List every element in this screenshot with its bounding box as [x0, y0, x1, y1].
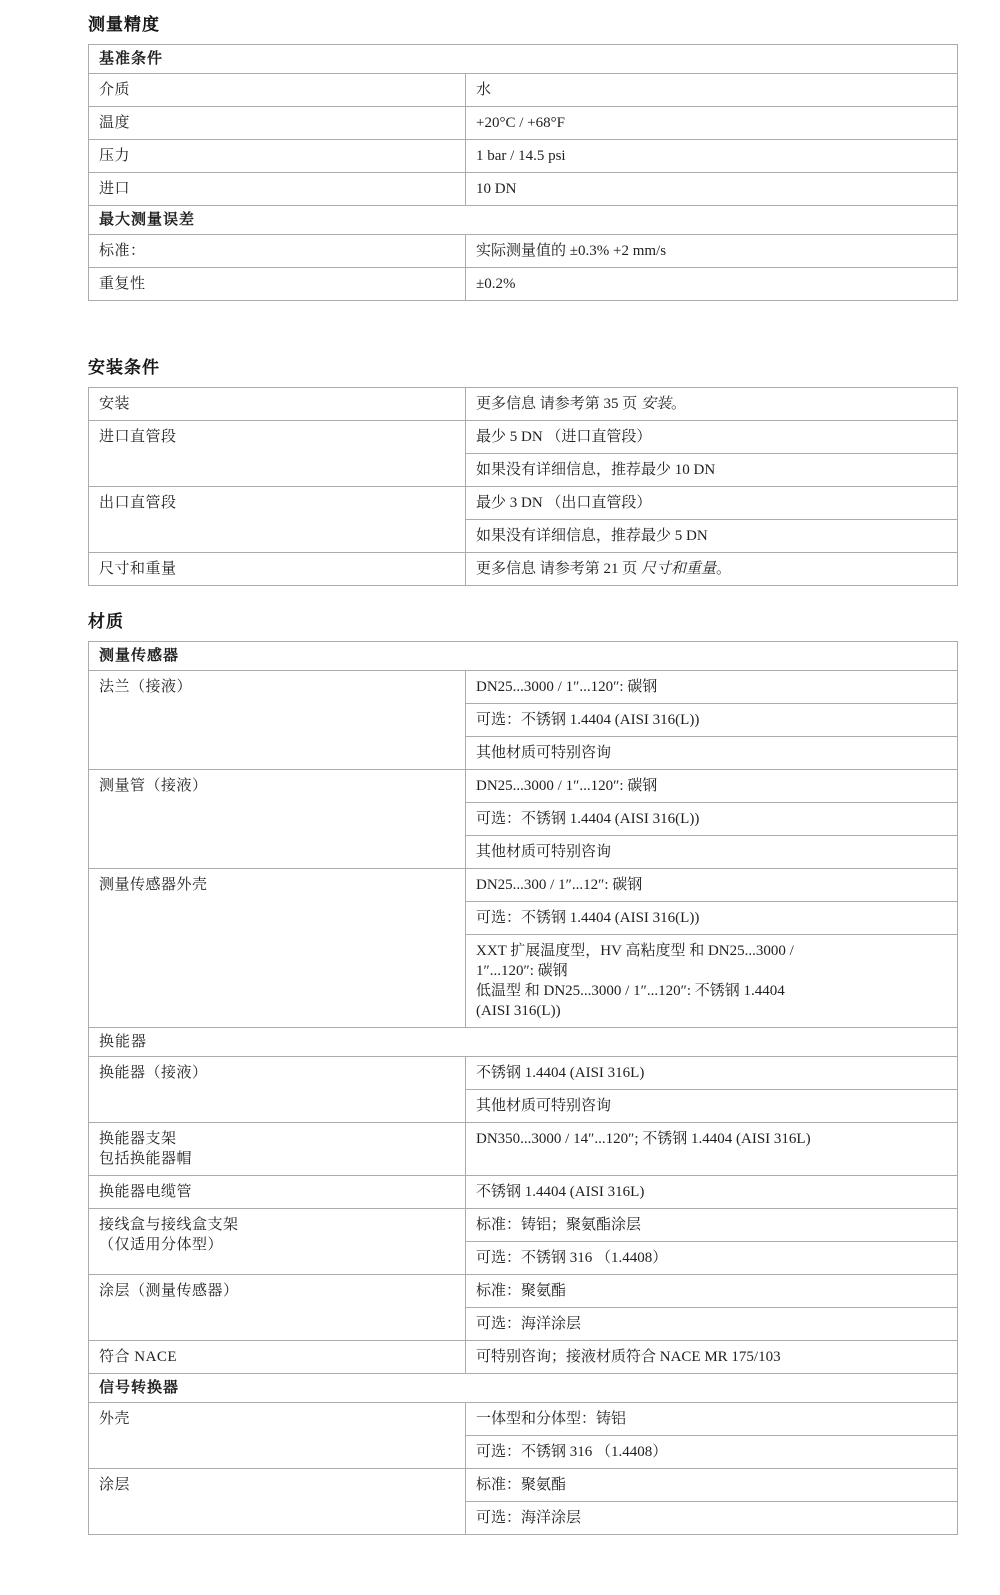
row-value-line: 水	[476, 82, 492, 98]
row-value-line: 1″...120″: 碳钢	[476, 963, 568, 979]
table-group-header: 最大测量误差	[89, 205, 957, 234]
row-value-cell	[466, 388, 957, 420]
row-value-line: 标准：铸铝；聚氨酯涂层	[476, 1217, 642, 1233]
row-value-stack	[466, 140, 957, 172]
row-value-cell	[466, 1241, 957, 1274]
row-label	[89, 770, 466, 868]
row-value-stack	[466, 388, 957, 420]
row-label-line: 标准：	[99, 243, 146, 259]
row-label-line: 包括换能器帽	[99, 1151, 193, 1167]
row-value-stack	[466, 1275, 957, 1340]
row-value-line: 可选：海洋涂层	[476, 1510, 582, 1526]
row-label	[89, 107, 466, 139]
row-value-stack	[466, 1123, 957, 1175]
row-value-cell	[466, 268, 957, 300]
row-value-stack	[466, 107, 957, 139]
row-value-stack	[466, 1341, 957, 1373]
row-value-line: DN25...300 / 1″...12″: 碳钢	[476, 877, 643, 893]
row-value-stack	[466, 421, 957, 486]
table-row	[89, 670, 957, 769]
row-label-line: 涂层（测量传感器）	[99, 1283, 239, 1299]
row-value-cell	[466, 173, 957, 205]
table-group-header: 信号转换器	[89, 1373, 957, 1402]
table-row	[89, 267, 957, 300]
spec-table	[88, 641, 958, 1535]
row-value-line	[476, 394, 945, 414]
row-label	[89, 487, 466, 552]
row-value-cell	[466, 770, 957, 802]
table-row	[89, 486, 957, 552]
row-value-line	[476, 559, 945, 579]
row-label	[89, 1341, 466, 1373]
row-label-line: 进口	[99, 181, 131, 197]
table-row	[89, 1175, 957, 1208]
table-row	[89, 769, 957, 868]
table-row	[89, 234, 957, 267]
value-segment: 。	[671, 396, 687, 412]
spec-table	[88, 44, 958, 301]
row-value-stack	[466, 487, 957, 552]
row-value-cell	[466, 421, 957, 453]
row-value-line: ±0.2%	[476, 276, 516, 292]
row-value-cell	[466, 107, 957, 139]
row-value-line: 可选：不锈钢 1.4404 (AISI 316(L))	[476, 910, 700, 926]
table-group-header: 测量传感器	[99, 648, 180, 664]
row-value-cell	[466, 1176, 957, 1208]
row-label	[89, 268, 466, 300]
row-label	[89, 1209, 466, 1274]
row-value-stack	[466, 268, 957, 300]
row-value-cell	[466, 1435, 957, 1468]
row-label-line: 进口直管段	[99, 429, 177, 445]
row-label-line: 换能器（接液）	[99, 1065, 208, 1081]
row-value-line: 其他材质可特别咨询	[476, 745, 612, 761]
row-value-line: DN25...3000 / 1″...120″: 碳钢	[476, 778, 658, 794]
row-value-cell	[466, 901, 957, 934]
row-label-line: 重复性	[99, 276, 146, 292]
row-label-line: 换能器支架	[99, 1131, 177, 1147]
row-value-stack	[466, 74, 957, 106]
row-value-stack	[466, 1403, 957, 1468]
row-label-line: 压力	[99, 148, 131, 164]
table-row	[89, 1340, 957, 1373]
section-0	[88, 10, 958, 301]
row-value-cell	[466, 74, 957, 106]
table-row	[89, 73, 957, 106]
row-label	[89, 553, 466, 585]
row-value-stack	[466, 1209, 957, 1274]
value-segment-italic: 安装	[641, 396, 672, 412]
row-label-line: 介质	[99, 82, 131, 98]
row-value-cell	[466, 487, 957, 519]
row-value-cell	[466, 835, 957, 868]
row-label	[89, 1275, 466, 1340]
row-value-cell	[466, 1341, 957, 1373]
row-value-line: +20°C / +68°F	[476, 115, 565, 131]
row-value-line: 实际测量值的 ±0.3% +2 mm/s	[476, 243, 667, 259]
table-row	[89, 1208, 957, 1274]
row-value-line: 10 DN	[476, 181, 517, 197]
row-label-line: 涂层	[99, 1477, 131, 1493]
row-label	[89, 140, 466, 172]
table-row	[89, 139, 957, 172]
row-value-cell	[466, 1209, 957, 1241]
row-label-line: 外壳	[99, 1411, 131, 1427]
row-value-line: 低温型 和 DN25...3000 / 1″...120″: 不锈钢 1.4404	[476, 983, 785, 999]
row-label	[89, 1057, 466, 1122]
row-value-line: 可选：不锈钢 316 （1.4408）	[476, 1444, 668, 1460]
row-label	[89, 235, 466, 267]
row-label	[89, 1176, 466, 1208]
row-value-line: 最少 3 DN （出口直管段）	[476, 495, 652, 511]
row-value-cell	[466, 1307, 957, 1340]
value-segment: 更多信息 请参考第 21 页	[476, 561, 642, 577]
table-row	[89, 172, 957, 205]
table-row	[89, 1402, 957, 1468]
row-value-line: 可特别咨询；接液材质符合 NACE MR 175/103	[476, 1349, 781, 1365]
row-value-stack	[466, 1469, 957, 1534]
section-title: 材质	[88, 612, 124, 631]
section-title: 安装条件	[88, 358, 160, 377]
row-value-cell	[466, 453, 957, 486]
row-value-cell	[466, 1275, 957, 1307]
value-segment: 。	[716, 561, 732, 577]
row-label-line: 测量管（接液）	[99, 778, 208, 794]
row-label-line: 温度	[99, 115, 131, 131]
row-label	[89, 869, 466, 1027]
row-value-line: 其他材质可特别咨询	[476, 844, 612, 860]
row-value-cell	[466, 1403, 957, 1435]
row-value-cell	[466, 703, 957, 736]
row-value-line: 如果没有详细信息，推荐最少 5 DN	[476, 528, 708, 544]
row-label	[89, 388, 466, 420]
table-row	[89, 388, 957, 420]
table-row	[89, 552, 957, 585]
value-segment-italic: 尺寸和重量	[641, 561, 717, 577]
row-value-line: 不锈钢 1.4404 (AISI 316L)	[476, 1065, 645, 1081]
row-label-line: 换能器电缆管	[99, 1184, 193, 1200]
row-label	[89, 173, 466, 205]
row-value-cell	[466, 140, 957, 172]
row-value-cell	[466, 1057, 957, 1089]
spec-table	[88, 387, 958, 586]
row-label-line: 测量传感器外壳	[99, 877, 208, 893]
table-row	[89, 868, 957, 1027]
table-row	[89, 1274, 957, 1340]
row-value-cell	[466, 1089, 957, 1122]
row-value-line: 不锈钢 1.4404 (AISI 316L)	[476, 1184, 645, 1200]
row-label-line: 尺寸和重量	[99, 561, 177, 577]
row-label-line: （仅适用分体型）	[99, 1237, 224, 1253]
row-label	[89, 421, 466, 486]
row-label	[89, 1123, 466, 1175]
row-label	[89, 671, 466, 769]
row-value-line: XXT 扩展温度型，HV 高粘度型 和 DN25...3000 /	[476, 943, 794, 959]
row-label-line: 出口直管段	[99, 495, 177, 511]
row-label-line: 安装	[99, 396, 131, 412]
row-value-line: 一体型和分体型：铸铝	[476, 1411, 627, 1427]
row-label	[89, 1403, 466, 1468]
row-value-line: 可选：不锈钢 316 （1.4408）	[476, 1250, 668, 1266]
row-value-cell	[466, 235, 957, 267]
section-1	[88, 353, 958, 586]
row-value-line: DN25...3000 / 1″...120″: 碳钢	[476, 679, 658, 695]
table-row	[89, 1122, 957, 1175]
sections-container	[88, 10, 958, 1535]
table-row	[89, 1056, 957, 1122]
row-value-cell	[466, 802, 957, 835]
row-value-cell	[466, 934, 957, 1027]
row-label-line: 法兰（接液）	[99, 679, 193, 695]
row-value-line: (AISI 316(L))	[476, 1003, 561, 1019]
row-value-cell	[466, 553, 957, 585]
table-row	[89, 420, 957, 486]
row-value-cell	[466, 519, 957, 552]
row-value-cell	[466, 1123, 957, 1175]
table-row	[89, 1468, 957, 1534]
row-value-line: DN350...3000 / 14″...120″; 不锈钢 1.4404 (AISI 316L)	[476, 1131, 811, 1147]
row-label	[89, 1469, 466, 1534]
row-value-stack	[466, 173, 957, 205]
value-segment: 更多信息 请参考第 35 页	[476, 396, 642, 412]
row-value-line: 如果没有详细信息，推荐最少 10 DN	[476, 462, 716, 478]
row-value-line: 标准：聚氨酯	[476, 1477, 567, 1493]
row-value-line: 其他材质可特别咨询	[476, 1098, 612, 1114]
row-value-stack	[466, 770, 957, 868]
row-label-line: 接线盒与接线盒支架	[99, 1217, 239, 1233]
row-value-line: 可选：海洋涂层	[476, 1316, 582, 1332]
row-value-line: 最少 5 DN （进口直管段）	[476, 429, 652, 445]
row-value-stack	[466, 553, 957, 585]
row-label-line: 符合 NACE	[99, 1349, 178, 1365]
row-value-cell	[466, 671, 957, 703]
row-value-line: 可选：不锈钢 1.4404 (AISI 316(L))	[476, 811, 700, 827]
section-2	[88, 607, 958, 1535]
row-value-stack	[466, 671, 957, 769]
table-group-header: 基准条件	[99, 51, 164, 67]
row-value-stack	[466, 1057, 957, 1122]
row-value-stack	[466, 235, 957, 267]
row-value-cell	[466, 736, 957, 769]
section-title: 测量精度	[88, 15, 160, 34]
row-label	[89, 74, 466, 106]
table-row	[89, 106, 957, 139]
row-value-line: 可选：不锈钢 1.4404 (AISI 316(L))	[476, 712, 700, 728]
table-group-header: 换能器	[89, 1027, 957, 1056]
row-value-cell	[466, 869, 957, 901]
row-value-line: 标准：聚氨酯	[476, 1283, 567, 1299]
row-value-cell	[466, 1469, 957, 1501]
row-value-stack	[466, 1176, 957, 1208]
row-value-stack	[466, 869, 957, 1027]
row-value-line: 1 bar / 14.5 psi	[476, 148, 566, 164]
